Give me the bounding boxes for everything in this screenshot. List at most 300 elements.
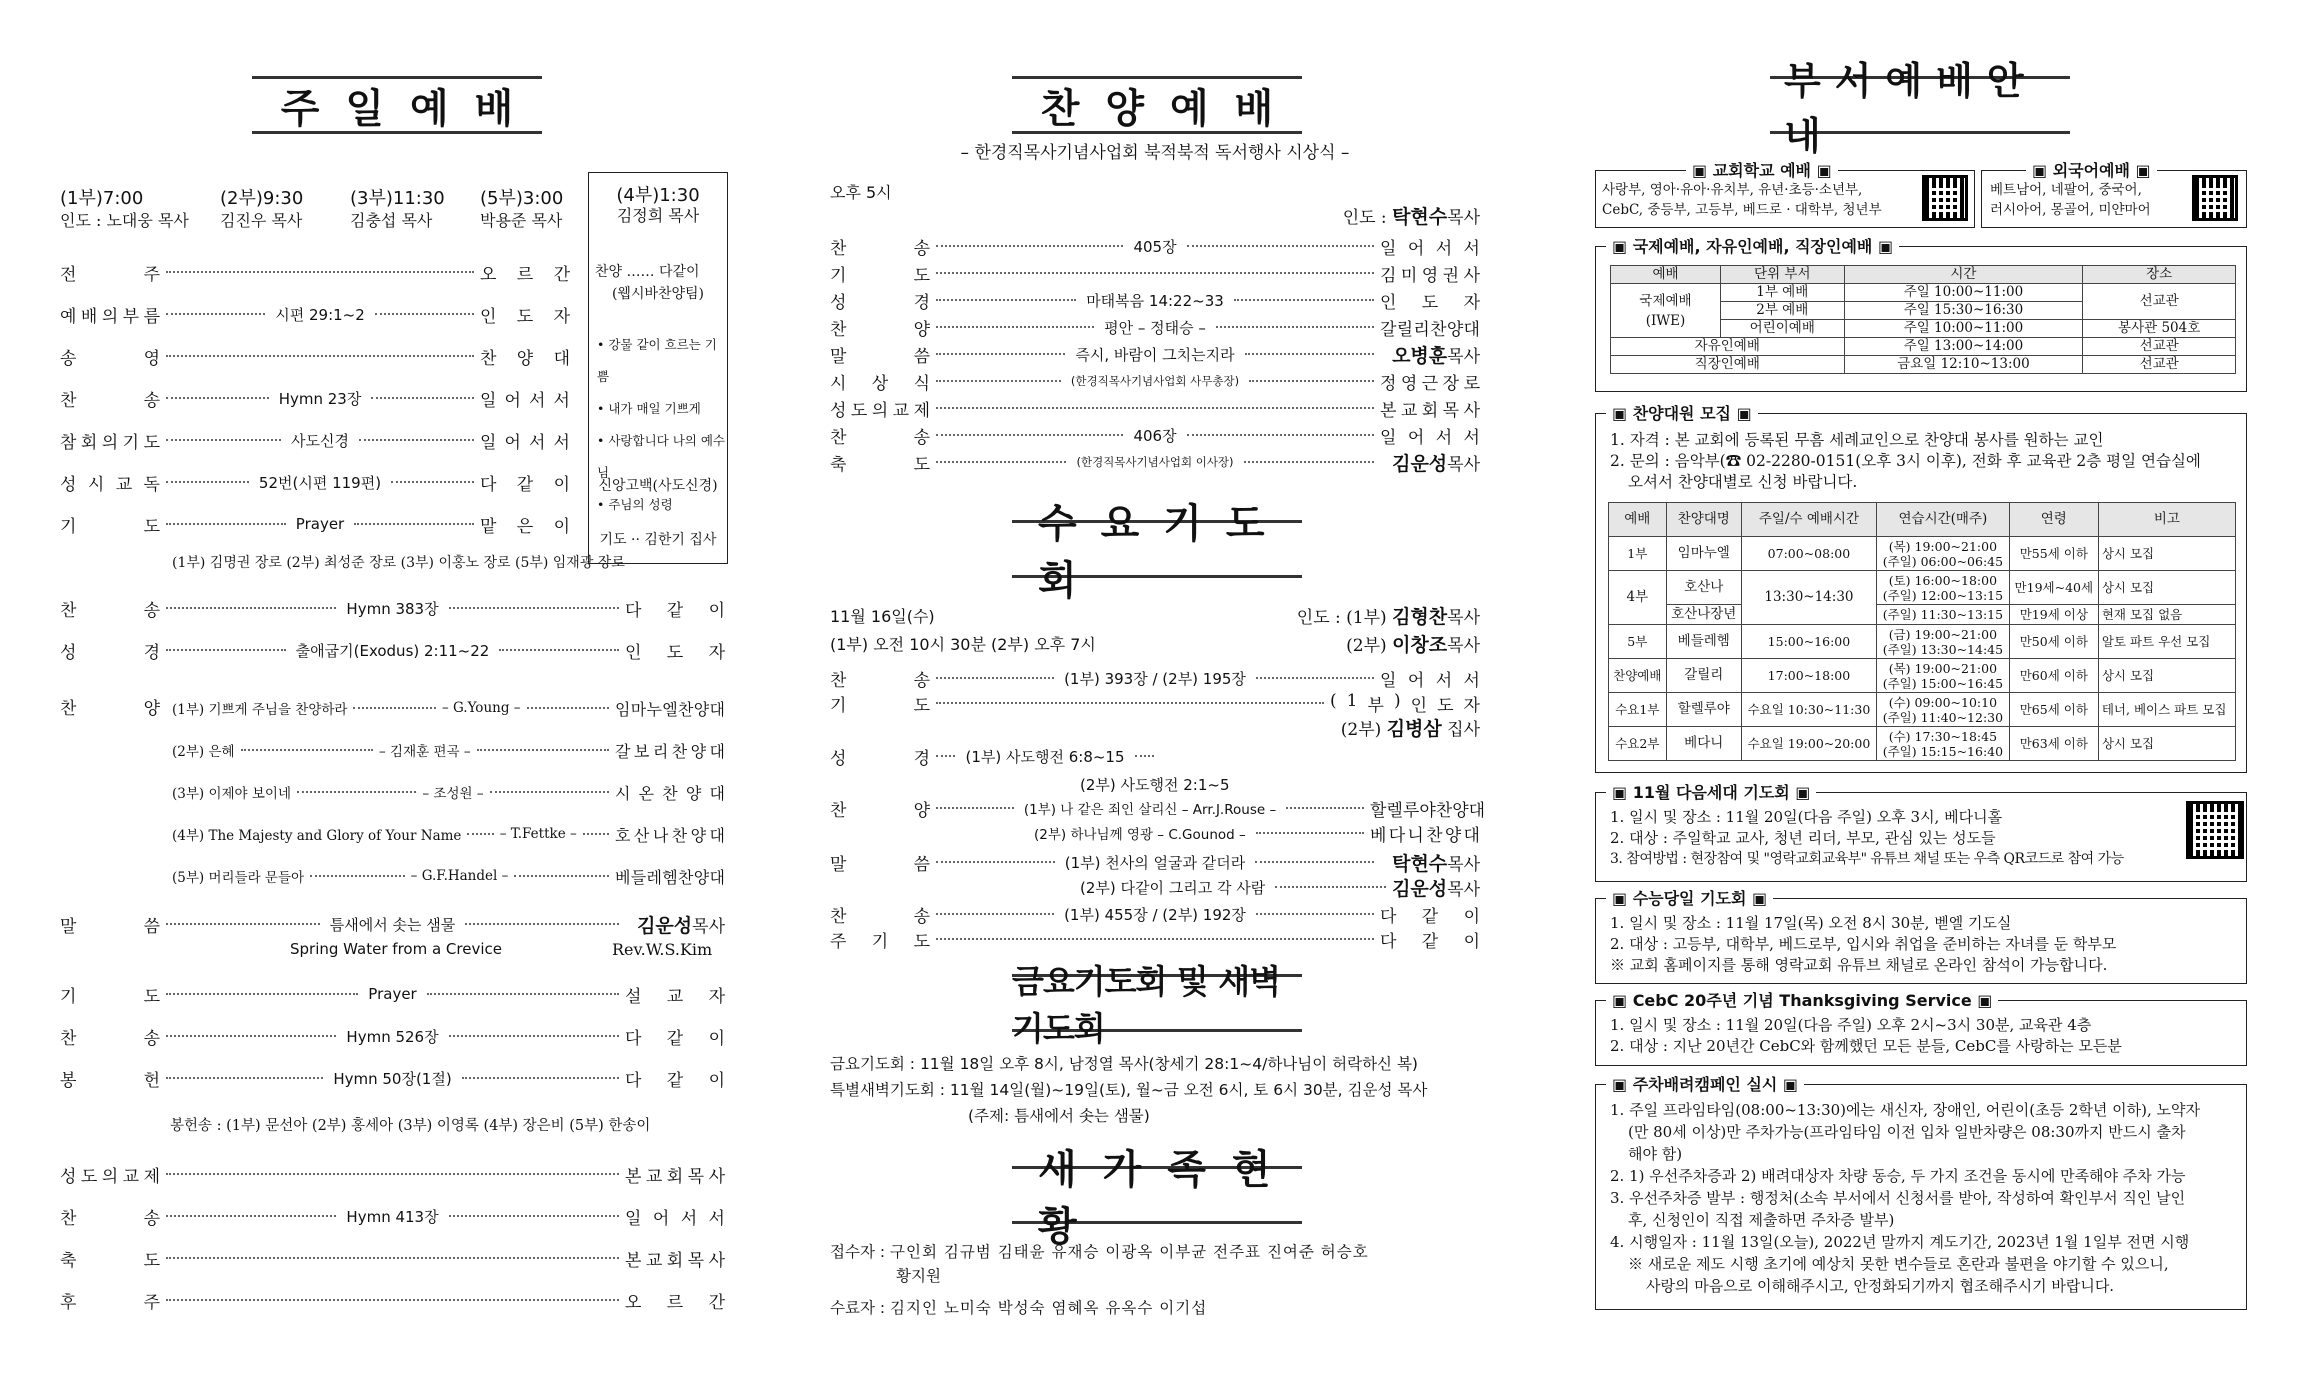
item-content: 출애굽기(Exodus) 2:11~22 (295, 641, 490, 660)
leader-dots (166, 523, 286, 525)
item-responsible (1380, 902, 1480, 927)
service-time: (2부)9:30 (220, 188, 304, 209)
order-item (830, 232, 1480, 260)
service-leader: 김진우 목사 (220, 211, 303, 230)
intl-section (1595, 237, 2247, 392)
item-label: 찬 송 (830, 238, 930, 259)
leader-dots (449, 1035, 619, 1037)
item-label: 찬 송 (830, 670, 930, 691)
order-item (830, 340, 1480, 368)
order-item (60, 910, 725, 938)
leader-dots (427, 993, 619, 995)
responsible-text: 일 어 서 서 (625, 1208, 725, 1229)
intl-dept: 자유인예배 (1611, 338, 1845, 356)
leader-dots (936, 461, 1066, 463)
leader-dots (359, 439, 474, 441)
leader-dots (391, 481, 474, 483)
sermon-preacher-en: Rev.W.S.Kim (612, 940, 713, 959)
leader-dots (1216, 326, 1374, 328)
praise-time: 오후 5시 (830, 183, 892, 202)
responsible-text: 김 미 영 권 사 (1380, 265, 1480, 286)
intl-header: ▣ 국제예배, 자유인예배, 직장인예배 ▣ (1606, 234, 1899, 257)
choir-row: 호산나장년 (주일) 11:30~13:15 만19세 이상 현재 모집 없음 (1609, 605, 2236, 625)
intl-time: 주일 13:00~14:00 (1844, 338, 2083, 356)
responsible-text: 인 도 자 (1380, 292, 1480, 313)
offering-singers: 봉헌송 : (1부) 문선아 (2부) 홍세아 (3부) 이영록 (4부) 장은비 (5부) 한송이 (170, 1118, 651, 1134)
leader-dots (936, 353, 1065, 355)
leader-dots (1286, 807, 1364, 809)
order-item (60, 384, 570, 412)
choir-col-header: 찬양대명 (1666, 503, 1741, 537)
anthem-choir: 갈 보 리 찬 양 대 (615, 741, 726, 761)
choir-section (1595, 404, 2247, 773)
item-responsible (480, 386, 570, 411)
leader-dots (166, 923, 320, 925)
anthem-composer: – G.Young – (441, 700, 521, 716)
friday-line1: 금요기도회 : 11월 18일 오후 8시, 남정열 목사(창세기 28:1~4/하나님이 허락하신 복) (830, 1055, 1418, 1073)
school-qr-code[interactable] (1922, 175, 1968, 221)
item-responsible (1380, 369, 1480, 394)
intl-dept: 1부 예배 (1721, 284, 1845, 302)
item-content: 마태복음 14:22~33 (1086, 291, 1224, 310)
leader-dots (936, 913, 1054, 915)
part4-song: • 사랑합니다 나의 예수님 (597, 433, 725, 480)
sunday-worship-column (60, 0, 730, 1376)
anthem-2: (2부) 하나님께 영광 – C.Gounod – (1034, 827, 1246, 843)
responsible-text: 설 교 자 (625, 986, 726, 1007)
leader-dots (1275, 886, 1386, 888)
item-responsible (1370, 796, 1486, 821)
item-label: 찬 송 (60, 600, 160, 621)
family-registered: 접수자 : 구인회 김규범 김태윤 유재승 이광옥 이부균 전주표 진여준 허승호 (830, 1243, 1369, 1261)
item-responsible: 김운성 목사 (637, 914, 725, 937)
school-section (1595, 161, 1975, 228)
item-responsible (1380, 261, 1480, 286)
item-label: 성 경 (60, 642, 160, 663)
item-content: 틈새에서 솟는 샘물 (329, 915, 456, 934)
anthem-item (172, 778, 725, 806)
intl-iwe: 국제예배 (IWE) (1611, 284, 1721, 338)
leader-dots (1187, 434, 1374, 436)
item-label: 기 도 (60, 516, 160, 537)
order-item (60, 1286, 725, 1314)
item-responsible (1380, 315, 1480, 340)
service-leader: 김충섭 목사 (350, 211, 433, 230)
responsible-text: 찬 양 대 (480, 348, 570, 369)
item-label: 전 주 (60, 264, 160, 285)
friday-line3: (주제: 틈새에서 솟는 샘물) (968, 1107, 1150, 1125)
item-content: 406장 (1133, 426, 1177, 445)
responsible-text: 오 르 간 (625, 1292, 725, 1313)
order-item (60, 510, 570, 538)
intl-row (1611, 356, 2236, 374)
wed-leader2: (2부) 이창조목사 (1346, 634, 1480, 656)
order-item (60, 258, 570, 286)
leader-dots (1255, 861, 1374, 863)
order-item (60, 1064, 725, 1092)
leader-dots (166, 1299, 619, 1301)
item-responsible (625, 1246, 725, 1271)
anthem-choir: 베 다 니 찬 양 대 (1370, 825, 1480, 846)
anthem-composer: – 김재훈 편곡 – (378, 744, 471, 760)
leader-dots (241, 749, 373, 751)
item-label: 찬 송 (60, 1028, 160, 1049)
responsible-text: 다 같 이 (480, 474, 570, 495)
item-responsible (480, 344, 570, 369)
wed-date: 11월 16일(수) (830, 607, 935, 626)
responsible-text: 본 교 회 목 사 (1380, 400, 1480, 421)
order-item (830, 421, 1480, 449)
leader-dots (527, 707, 609, 709)
item-responsible (1380, 288, 1480, 313)
anthem-title: (2부) 은혜 (172, 744, 235, 760)
foreign-section (1981, 161, 2247, 228)
item-responsible (625, 596, 725, 621)
item-responsible: 오병훈 목사 (1392, 344, 1480, 367)
item-responsible (625, 1204, 725, 1229)
leader-dots (166, 439, 281, 441)
leader-dots (166, 1173, 619, 1175)
responsible-text: 오 르 간 (480, 264, 570, 285)
item-content: Hymn 23장 (278, 389, 362, 408)
leader-dots (166, 397, 269, 399)
item-label: 성 도 의 교 제 (830, 400, 930, 421)
responsible-text: 일 어 서 서 (480, 432, 570, 453)
nextgen-qr-code[interactable] (2186, 801, 2244, 859)
family-registered-2: 황지원 (896, 1267, 941, 1285)
responsible-text: 본 교 회 목 사 (625, 1166, 725, 1187)
responsible-text: 일 어 서 서 (1380, 238, 1480, 259)
item-content: (1부) 사도행전 6:8~15 (965, 747, 1125, 766)
leader-dots (166, 607, 336, 609)
item-responsible: 탁현수 목사 (1392, 852, 1481, 875)
item-label: 찬 양 (830, 319, 930, 340)
service-leader: 박용준 목사 (480, 211, 563, 230)
item-label: 기 도 (830, 265, 930, 286)
leader-dots (166, 1035, 336, 1037)
intl-time: 주일 10:00~11:00 (1844, 284, 2083, 302)
intl-row (1611, 338, 2236, 356)
intl-place: 선교관 (2083, 356, 2236, 374)
item-content: (1부) 나 같은 죄인 살리신 – Arr.J.Rouse – (1023, 802, 1277, 818)
exam-text: 1. 일시 및 장소 : 11월 17일(목) 오전 8시 30분, 벧엘 기도실 2. 대상 : 고등부, 대학부, 베드로부, 입시와 취업을 준비하는 자녀를 둔 학부모 ※ 교회 홈페이지를 통해 영락교회 유튜브 채널로 온라인 참석이 가능합니다. (1610, 914, 2117, 974)
item-responsible (1380, 666, 1480, 691)
praise-leader: 인도 : 탁현수목사 (1342, 206, 1480, 228)
intl-dept: 2부 예배 (1721, 302, 1845, 320)
nextgen-section (1595, 783, 2247, 882)
leader-dots (936, 245, 1123, 247)
order-item (60, 342, 570, 370)
intl-dept: 직장인예배 (1611, 356, 1845, 374)
item-content: 52번(시편 119편) (258, 473, 382, 492)
leader-dots (1234, 299, 1374, 301)
intl-col-header: 단위 부서 (1721, 266, 1845, 284)
order-item (60, 980, 725, 1008)
item-content: 사도신경 (291, 431, 349, 450)
leader-dots (166, 355, 474, 357)
anthem-label-text: 찬 양 (60, 699, 160, 719)
leader-dots (936, 677, 1054, 679)
leader-dots (477, 749, 609, 751)
order-item (60, 300, 570, 328)
leader-dots (449, 607, 619, 609)
choir-practice: (수) 09:00~10:10 (주일) 11:40~12:30 (1877, 693, 2010, 727)
leader-dots (936, 938, 1374, 940)
choir-row: 수요2부 베다니 수요일 19:00~20:00 (수) 17:30~18:45 (주일) 15:15~16:40 만63세 이하 상시 모집 (1609, 727, 2236, 761)
item-responsible (625, 1066, 725, 1091)
leader-dots (166, 271, 474, 273)
anthem-choir: 호 산 나 찬 양 대 (615, 825, 726, 845)
leader-dots (166, 993, 358, 995)
leader-dots (310, 875, 405, 877)
friday-line2: 특별새벽기도회 : 11월 14일(월)~19일(토), 월~금 오전 6시, 토 6시 30분, 김운성 목사 (830, 1081, 1428, 1099)
leader-dots (1256, 832, 1364, 834)
item-content: Hymn 413장 (346, 1207, 439, 1226)
sermon-2: (2부) 다같이 그리고 각 사람 김운성목사 (1080, 877, 1480, 900)
item-responsible (1380, 423, 1480, 448)
friday-title: 금요기도회 및 새벽기도회 (1012, 974, 1302, 1032)
cebc-header: ▣ CebC 20주년 기념 Thanksgiving Service ▣ (1606, 988, 1998, 1011)
anthem-label (60, 694, 160, 719)
item-label: 성 경 (830, 292, 930, 313)
service-leader: 인도 : 노대웅 목사 (60, 211, 189, 230)
exam-section (1595, 889, 2247, 984)
intl-col-header: 시간 (1844, 266, 2083, 284)
item-content: (1부) 455장 / (2부) 192장 (1064, 905, 1246, 924)
order-item (830, 925, 1480, 953)
order-item (60, 1022, 725, 1050)
item-responsible (625, 638, 725, 663)
family-completed: 수료자 : 김지인 노미숙 박성숙 염혜옥 유옥수 이기섭 (830, 1299, 1208, 1317)
choir-row: 5부 베들레헴 15:00~16:00 (금) 19:00~21:00 (주일) 13:30~14:45 만50세 이하 알토 파트 우선 모집 (1609, 625, 2236, 659)
middle-column (830, 0, 1486, 1376)
anthem-item (172, 736, 725, 764)
item-content: 시편 29:1~2 (275, 305, 365, 324)
choir-header: ▣ 찬양대원 모집 ▣ (1606, 401, 1758, 424)
choir-col-header: 주일/수 예배시간 (1741, 503, 1876, 537)
part4-creed: 신앙고백(사도신경) (598, 478, 718, 494)
leader-dots (936, 299, 1076, 301)
order-item (830, 664, 1480, 692)
responsible-text: 할 렐 루 야 찬 양 대 (1370, 800, 1486, 821)
item-label: 송 영 (60, 348, 160, 369)
choir-practice: (주일) 11:30~13:15 (1877, 605, 2010, 625)
anthem-composer: – 조성원 – (422, 786, 484, 802)
anthem-composer: – T.Fettke – (499, 826, 577, 842)
responsible-text: 다 같 이 (625, 1028, 726, 1049)
responsible-text: 인 도 자 (480, 306, 571, 327)
anthem-title: (5부) 머리들라 문들아 (172, 870, 305, 886)
intl-time: 주일 10:00~11:00 (1844, 320, 2083, 338)
part4-praise-team: (웹시바찬양팀) (611, 286, 705, 302)
item-responsible (625, 982, 725, 1007)
item-content: (1부) 393장 / (2부) 195장 (1064, 669, 1246, 688)
item-label: 후 주 (60, 1292, 160, 1313)
choir-row: 수요1부 할렐루야 수요일 10:30~11:30 (수) 09:00~10:10 (주일) 11:40~12:30 만65세 이하 테너, 베이스 파트 모집 (1609, 693, 2236, 727)
item-content: Prayer (368, 985, 417, 1003)
leader-dots (166, 481, 249, 483)
item-responsible (1380, 396, 1480, 421)
leader-dots (490, 791, 609, 793)
leader-dots (499, 649, 619, 651)
leader-dots (166, 649, 286, 651)
leader-dots (449, 1215, 619, 1217)
item-label: 축 도 (830, 454, 930, 475)
choir-practice: (수) 17:30~18:45 (주일) 15:15~16:40 (1877, 727, 2010, 761)
order-item (60, 1244, 725, 1272)
responsible-text: 다 같 이 (1380, 906, 1480, 927)
service-time: (5부)3:00 (480, 188, 564, 209)
order-item (60, 1202, 725, 1230)
choir-col-header: 연령 (2009, 503, 2098, 537)
choir-header-row (1609, 503, 2236, 537)
foreign-qr-code[interactable] (2192, 175, 2238, 221)
service-time: (1부)7:00 (60, 188, 144, 209)
prayer-leaders: (1부) 김명권 장로 (2부) 최성준 장로 (3부) 이홍노 장로 (5부) 임재광 장로 (172, 555, 625, 571)
anthem-title: (3부) 이제야 보이네 (172, 786, 291, 802)
order-item (830, 259, 1480, 287)
leader-dots (371, 397, 474, 399)
item-responsible (480, 302, 570, 327)
responsible-text: ( 1 부 ) 인 도 자 (1330, 690, 1480, 716)
responsible-text: 다 같 이 (625, 1070, 726, 1091)
order-item (830, 742, 1260, 770)
item-label: 축 도 (60, 1250, 160, 1271)
leader-dots (936, 702, 1324, 704)
order-item (60, 468, 570, 496)
choir-col-header: 연습시간(매주) (1877, 503, 2010, 537)
item-responsible: 김운성 목사 (1392, 452, 1481, 475)
anthem-item (172, 862, 725, 890)
leader-dots (354, 523, 474, 525)
leader-dots (467, 833, 493, 835)
item-responsible (1380, 927, 1480, 952)
order-item (830, 286, 1480, 314)
order-item (830, 794, 1486, 822)
wed-leader1: 인도 : (1부) 김형찬목사 (1296, 606, 1480, 628)
parking-text: 1. 주일 프라임타임(08:00~13:30)에는 새신자, 장애인, 어린이(초등 2학년 이하), 노약자 (만 80세 이상)만 주차가능(프라임타임 이전 입차 일반차량은 08:30까지 반드시 출차 해야 함) 2. 1) 우선주차증과 2) 배려대상자 차량 동승, 두 가지 조건을 동시에 만족해야 주차 가능 3. 우선주차증 발부 : 행정처(소속 부서에서 신청서를 받아, 작성하여 확인부서 직인 날인 후, 신청인이 직접 제출하면 주차증 발부) 4. 시행일자 : 11월 13일(오늘), 2022년 말까지 계도기간, 2023년 1월 1일부 전면 시행 ※ 새로운 제도 시행 초기에 예상치 못한 변수들로 혼란과 불편을 야기할 수 있으니, 사랑의 마음으로 이해해주시고, 안정화되기까지 협조해주시기 바랍니다. (1610, 1101, 2200, 1295)
item-content: (1부) 천사의 얼굴과 같더라 (1064, 853, 1246, 872)
part4-time: (4부)1:30 (616, 185, 700, 206)
order-item (60, 1160, 725, 1188)
intl-place: 선교관 (2083, 338, 2236, 356)
dept-title: 부서예배안내 (1770, 76, 2070, 134)
order-item (60, 636, 725, 664)
part4-praise: 찬양 …… 다같이 (595, 264, 700, 280)
item-content: Hymn 526장 (346, 1027, 439, 1046)
choir-col-header: 예배 (1609, 503, 1667, 537)
nextgen-header: ▣ 11월 다음세대 기도회 ▣ (1606, 780, 1816, 803)
item-label: 말 씀 (60, 916, 160, 937)
leader-dots (353, 707, 435, 709)
department-column (1595, 0, 2255, 1376)
nextgen-text: 1. 일시 및 장소 : 11월 20일(다음 주일) 오후 3시, 베다니홀 2. 대상 : 주일학교 교사, 청년 리더, 부모, 관심 있는 성도들 3. 참여방법 : 현장참여 및 "영락교회교육부" 유튜브 채널 또는 우측 QR코드로 참여 가능 (1610, 808, 2124, 867)
leader-dots (1187, 245, 1374, 247)
item-responsible (480, 428, 570, 453)
order-item (830, 689, 1480, 717)
item-content: Hymn 383장 (346, 599, 439, 618)
choir-table (1608, 502, 2236, 761)
intl-place: 봉사관 504호 (2083, 320, 2236, 338)
leader-dots (465, 923, 619, 925)
cebc-text: 1. 일시 및 장소 : 11월 20일(다음 주일) 오후 2시~3시 30분, 교육관 4층 2. 대상 : 지난 20년간 CebC와 함께했던 모든 분들, CebC를 사랑하는 모든분 (1610, 1016, 2122, 1055)
item-label: 예 배 의 부 름 (60, 306, 160, 327)
leader-dots (1244, 461, 1374, 463)
part4-song: • 내가 매일 기쁘게 (597, 401, 701, 416)
item-content: 즉시, 바람이 그치는지라 (1075, 345, 1235, 364)
responsible-text: 다 같 이 (625, 600, 726, 621)
anthem-choir: 베 들 레 헴 찬 양 대 (615, 867, 725, 887)
responsible-text: 갈 릴 리 찬 양 대 (1380, 319, 1480, 340)
choir-row: 1부 임마누엘 07:00~08:00 (목) 19:00~21:00 (주일) 06:00~06:45 만55세 이하 상시 모집 (1609, 537, 2236, 571)
foreign-header: ▣ 외국어예배 ▣ (2026, 158, 2157, 181)
leader-dots (166, 313, 265, 315)
item-content: 405장 (1133, 237, 1177, 256)
leader-dots (375, 313, 474, 315)
intl-header-row (1611, 266, 2236, 284)
exam-header: ▣ 수능당일 기도회 ▣ (1606, 886, 1773, 909)
leader-dots (1249, 380, 1374, 382)
anthem-item (172, 820, 725, 848)
order-item: (2부) 김병삼 집사 (1340, 718, 1480, 740)
item-responsible (480, 470, 570, 495)
responsible-text: 인 도 자 (625, 642, 725, 663)
anthem-item (1030, 819, 1480, 847)
scripture-2: (2부) 사도행전 2:1~5 (1080, 776, 1230, 794)
leader-dots (166, 1257, 619, 1259)
item-content: (한경직목사기념사업회 이사장) (1076, 455, 1234, 469)
order-item (830, 313, 1480, 341)
leader-dots (936, 861, 1055, 863)
choir-practice: (토) 16:00~18:00 (주일) 12:00~13:15 (1877, 571, 2010, 605)
item-label: 찬 송 (830, 427, 930, 448)
item-label: 참 회 의 기 도 (60, 432, 160, 453)
praise-subtitle: – 한경직목사기념사업회 북적북적 독서행사 시상식 – (960, 143, 1350, 163)
item-content: 평안 – 정태승 – (1104, 318, 1206, 337)
leader-dots (936, 272, 1374, 274)
responsible-text: 다 같 이 (1380, 931, 1480, 952)
leader-dots (936, 407, 1374, 409)
item-label: 성 도 의 교 제 (60, 1166, 160, 1187)
leader-dots (936, 755, 955, 757)
intl-dept: 어린이예배 (1721, 320, 1845, 338)
item-responsible (1380, 234, 1480, 259)
item-responsible (1330, 691, 1480, 716)
school-text: 사랑부, 영아·유아·유치부, 유년·초등·소년부, CebC, 중등부, 고등부, 베드로 · 대학부, 청년부 (1602, 182, 1882, 218)
family-title: 새가족현황 (1012, 1166, 1302, 1224)
item-label: 기 도 (830, 695, 930, 716)
item-label: 봉 헌 (60, 1070, 160, 1091)
intl-time: 금요일 12:10~13:00 (1844, 356, 2083, 374)
leader-dots (462, 1077, 619, 1079)
item-content: Prayer (295, 515, 345, 533)
item-responsible (480, 260, 570, 285)
intl-place: 선교관 (2083, 284, 2236, 320)
item-responsible (480, 512, 570, 537)
item-label: 시 상 식 (830, 373, 930, 394)
anthem-title: (4부) The Majesty and Glory of Your Name (172, 828, 462, 844)
order-item (60, 426, 570, 454)
responsible-text: 맡 은 이 (480, 516, 571, 537)
responsible-text: 본 교 회 목 사 (625, 1250, 725, 1271)
responsible-text: 일 어 서 서 (480, 390, 570, 411)
leader-dots (1135, 755, 1154, 757)
foreign-text: 베트남어, 네팔어, 중국어, 러시아어, 몽골어, 미얀마어 (1990, 182, 2151, 218)
item-label: 찬 송 (60, 1208, 160, 1229)
order-item (60, 594, 725, 622)
responsible-text: 일 어 서 서 (1380, 427, 1480, 448)
order-item (830, 900, 1480, 928)
